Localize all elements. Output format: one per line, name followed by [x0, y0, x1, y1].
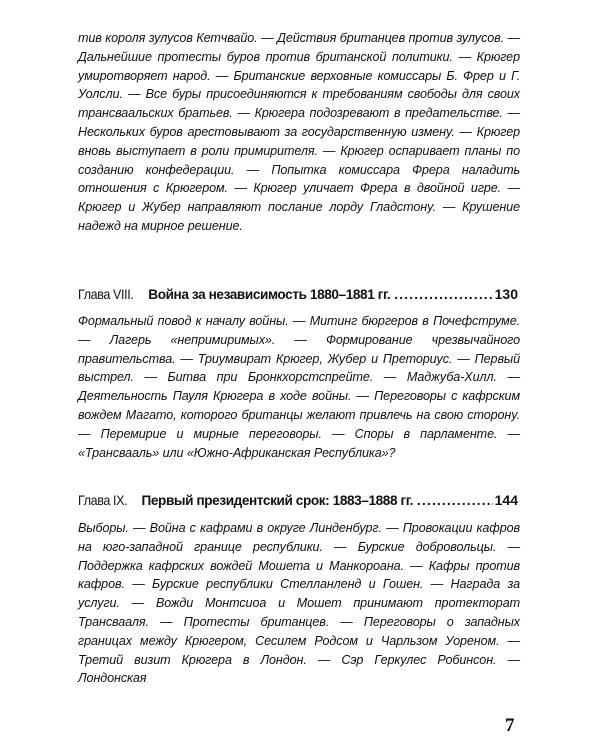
chapter-summary: тив короля зулусов Кетчвайо. — Действия британцев против зулусов. — Дальнейшие протесты буров против британской политики. — Крюгер умиротворяет народ. — Британские верховные комиссары Б. Фрер и Г. Уолсли. — Все буры присоединяются к требованиям свободы для своих трансваальских братьев. — Крюгера подозревают в предательстве. — Нескольких буров арестовывают за государственную измену. — Крюгер вновь выступает в роли примирителя. — Крюгер оспаривает планы по созданию конфедерации. — Попытка комиссара Фрера наладить отношения с Крюгером. — Крюгер уличает Фрера в двойной игре. — Крюгер и Жубер направляют послание лорду Гладстону. — Крушение надежд на мирное решение. — [78, 31, 520, 233]
chapter-label: Глава VIII. — [78, 287, 134, 302]
chapter-heading — [78, 491, 518, 510]
dot-leader — [394, 286, 492, 304]
chapter-summary: Формальный повод к началу войны. — Митинг бюргеров в Почефструме. — Лагерь «непримиримых». — Формирование чрезвычайного правительства. — Триумвират Крюгер, Жубер и Преториус. — Первый выстрел. — Битва при Бронкхорстспрейте. — Маджуба-Хилл. — Деятельность Пауля Крюгера в ходе войны. — Переговоры с кафрским вождем Магато, которого британцы желают привлечь на свою сторону. — Перемирие и мирные переговоры. — Споры в парламенте. — «Трансвааль» или «Южно-Африканская Республика»? — [78, 314, 520, 460]
chapter-page-number: 130 — [494, 286, 518, 302]
chapter-title: Война за независимость 1880–1881 гг. — [148, 287, 391, 302]
chapter-heading — [78, 285, 518, 304]
chapter-page-number: 144 — [494, 492, 518, 508]
chapter-title: Первый президентский срок: 1883–1888 гг. — [141, 493, 414, 508]
chapter-label: Глава IX. — [78, 493, 128, 508]
page-number: 7 — [505, 715, 515, 736]
chapter-summary: Выборы. — Война с кафрами в округе Линденбург. — Провокации кафров на юго-западной границе республики. — Бурские добровольцы. — Поддержка кафрских вождей Мошета и Манкороана. — Кафры против кафров. — Бурские республики Стелланленд и Гошен. — Награда за услуги. — Вожди Монтсиоа и Мошет принимают протекторат Трансвааля. — Протесты британцев. — Переговоры о западных границах между Крюгером, Сесилем Родсом и Чарльзом Уореном. — Третий визит Крюгера в Лондон. — Сэр Геркулес Робинсон. — Лондонская — [78, 521, 520, 686]
dot-leader — [417, 492, 493, 510]
